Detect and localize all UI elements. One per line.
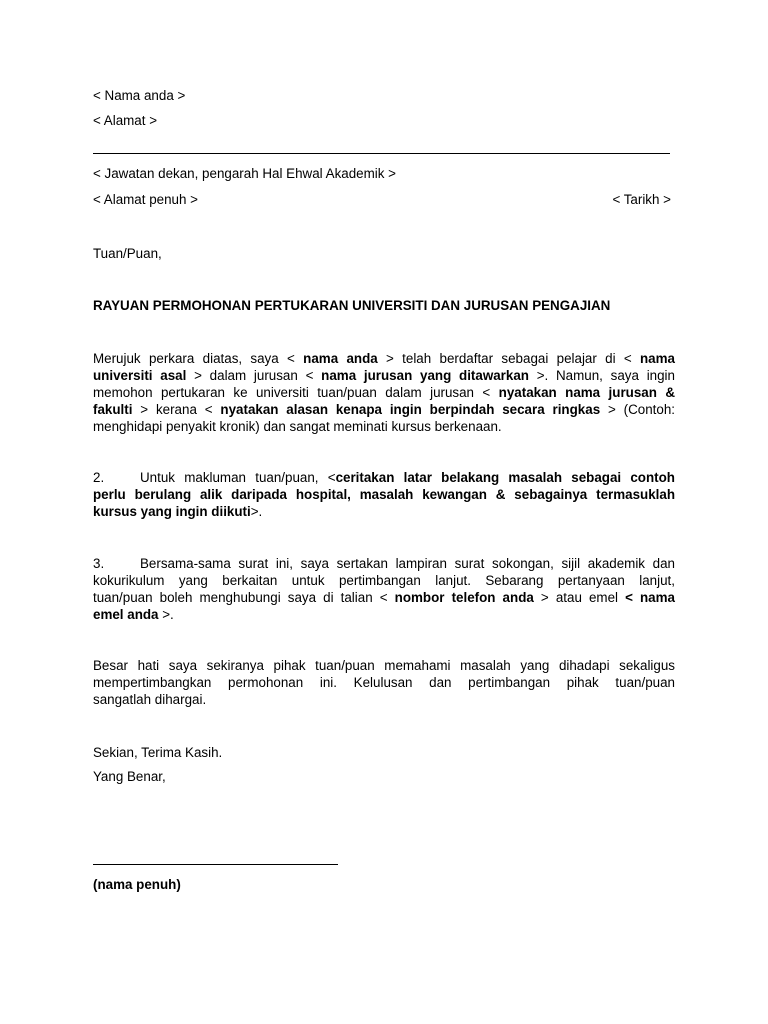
letter-subject: RAYUAN PERMOHONAN PERTUKARAN UNIVERSITI DAN JURUSAN PENGAJIAN (93, 298, 611, 313)
paragraph-3-line-2: kokurikulum yang berkaitan untuk pertimbangan lanjut. Sebarang pertanyaan lanjut, (93, 573, 675, 588)
paragraph-2-number: 2. (93, 470, 105, 485)
paragraph-4-line-3: sangatlah dihargai. (93, 692, 207, 707)
letter-date: < Tarikh > (612, 192, 671, 207)
paragraph-3 (93, 555, 675, 623)
closing-sign-off: Yang Benar, (93, 769, 166, 784)
paragraph-2-line-1: 2. Untuk makluman tuan/puan, <ceritakan latar belakang masalah sebagai contoh (93, 470, 675, 485)
sender-name: < Nama anda > (93, 88, 186, 103)
paragraph-3-line-1: 3. Bersama-sama surat ini, saya sertakan lampiran surat sokongan, sijil akademik dan (93, 556, 675, 571)
paragraph-1-line-5: menghidapi penyakit kronik) dan sangat meminati kursus berkenaan. (93, 419, 502, 434)
paragraph-3-number: 3. (93, 556, 105, 571)
recipient-address: < Alamat penuh > (93, 192, 198, 207)
paragraph-1-line-2: universiti asal > dalam jurusan < nama jurusan yang ditawarkan >. Namun, saya ingin (93, 368, 675, 383)
paragraph-4-line-2: mempertimbangkan permohonan ini. Kelulusan dan pertimbangan pihak tuan/puan (93, 675, 675, 690)
paragraph-2-line-2: perlu berulang alik daripada hospital, masalah kewangan & sebagainya termasuklah (93, 487, 675, 502)
closing-thanks: Sekian, Terima Kasih. (93, 745, 223, 760)
paragraph-4-line-1: Besar hati saya sekiranya pihak tuan/puan memahami masalah yang dihadapi sekaligus (93, 658, 675, 673)
paragraph-2 (93, 469, 675, 520)
header-divider (93, 153, 670, 154)
signatory-full-name: (nama penuh) (93, 877, 181, 892)
paragraph-2-line-3: kursus yang ingin diikuti>. (93, 504, 263, 519)
recipient-title: < Jawatan dekan, pengarah Hal Ehwal Akademik > (93, 166, 396, 181)
sender-address: < Alamat > (93, 113, 158, 128)
paragraph-1-line-3: memohon pertukaran ke universiti tuan/puan dalam jurusan < nyatakan nama jurusan & (93, 385, 675, 400)
paragraph-3-line-3: tuan/puan boleh menghubungi saya di talian < nombor telefon anda > atau emel < nama (93, 590, 675, 605)
paragraph-1-line-1: Merujuk perkara diatas, saya < nama anda > telah berdaftar sebagai pelajar di < nama (93, 351, 675, 366)
paragraph-4 (93, 657, 675, 708)
salutation: Tuan/Puan, (93, 246, 162, 261)
paragraph-1 (93, 350, 675, 435)
paragraph-3-line-4: emel anda >. (93, 607, 174, 622)
paragraph-1-line-4: fakulti > kerana < nyatakan alasan kenapa ingin berpindah secara ringkas > (Contoh: (93, 402, 676, 417)
signature-line (93, 864, 338, 865)
